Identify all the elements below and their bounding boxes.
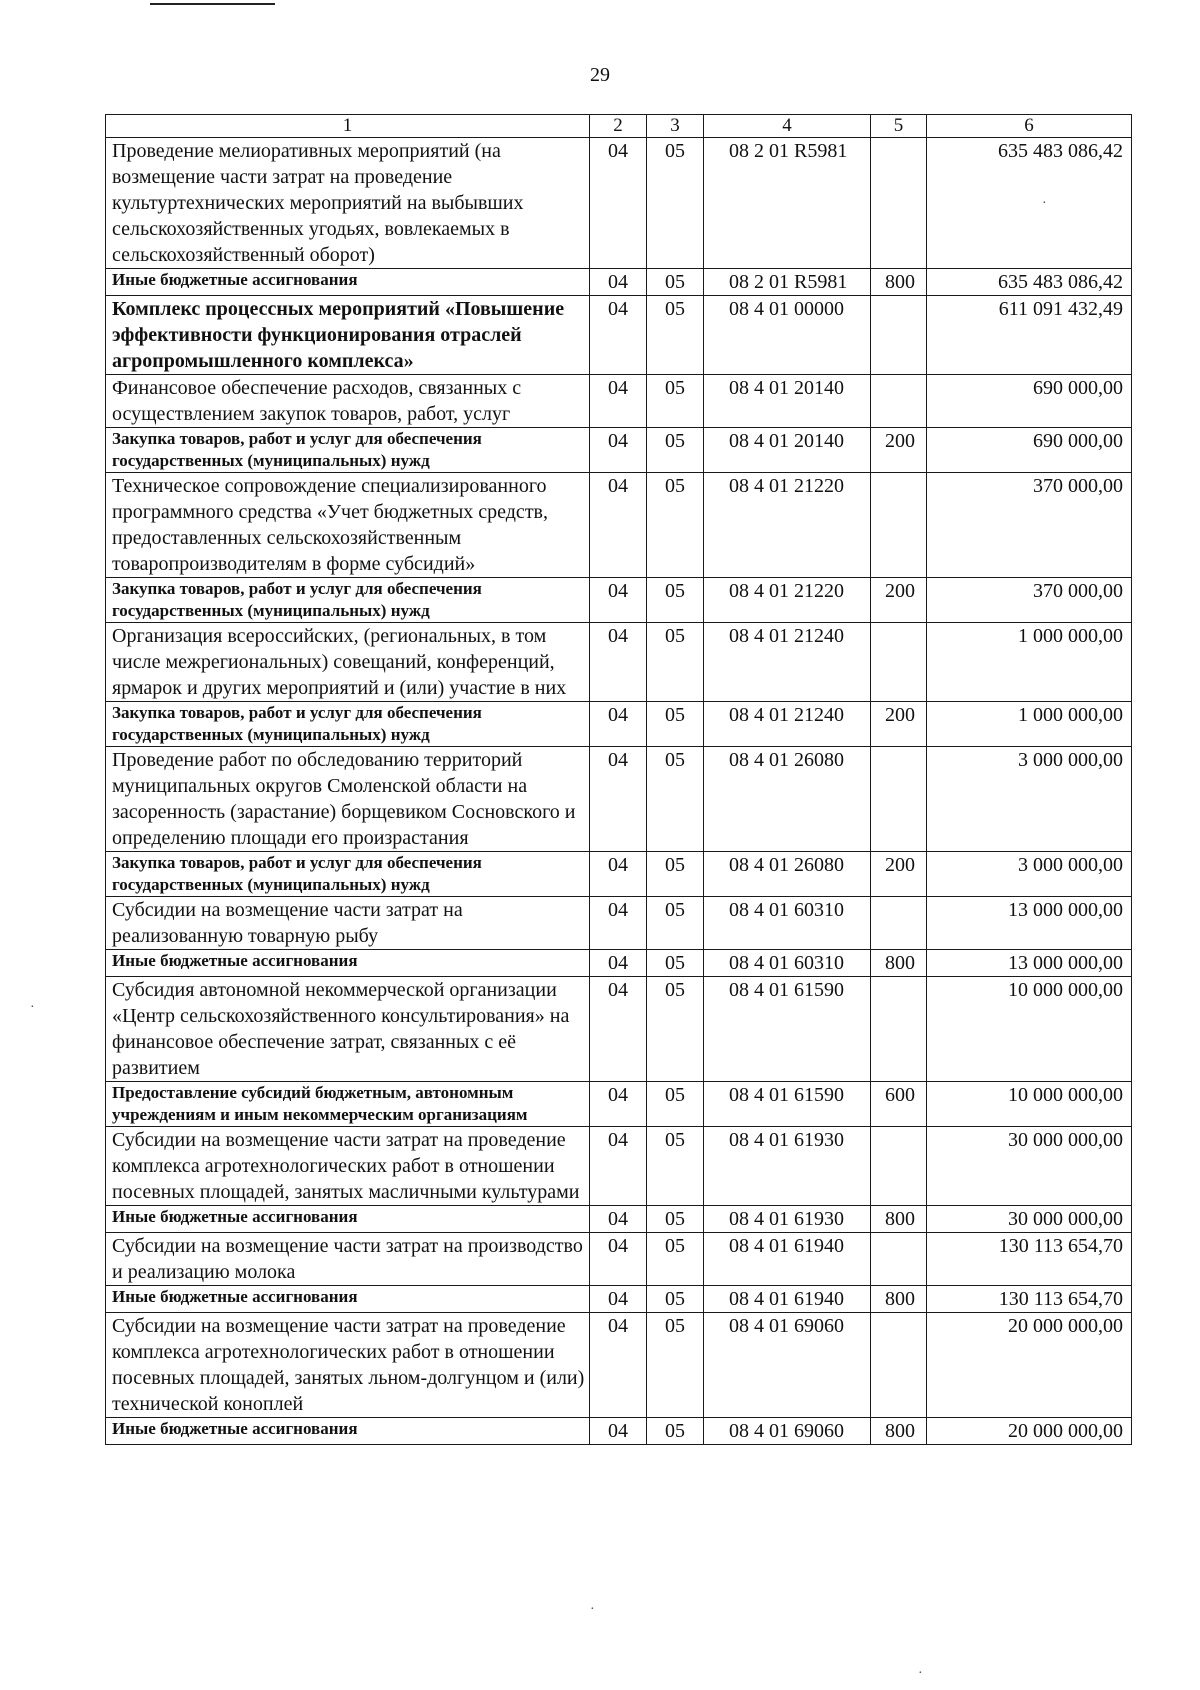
section-code: 04 <box>590 375 647 428</box>
section-code: 04 <box>590 1127 647 1206</box>
target-article-code: 08 4 01 20140 <box>704 428 871 473</box>
section-code: 04 <box>590 1233 647 1286</box>
subsection-code: 05 <box>647 578 704 623</box>
target-article-code: 08 4 01 21240 <box>704 623 871 702</box>
header-cell: 2 <box>590 115 647 138</box>
subsection-code: 05 <box>647 1313 704 1418</box>
table-row <box>106 747 1132 852</box>
expense-type-code: 200 <box>871 852 927 897</box>
amount-value: 611 091 432,49 <box>927 296 1132 375</box>
section-code: 04 <box>590 623 647 702</box>
subsection-code: 05 <box>647 1127 704 1206</box>
amount-value: 10 000 000,00 <box>927 1082 1132 1127</box>
subsection-code: 05 <box>647 269 704 296</box>
target-article-code: 08 2 01 R5981 <box>704 138 871 269</box>
amount-value: 690 000,00 <box>927 428 1132 473</box>
header-row <box>106 115 1132 138</box>
row-description: Комплекс процессных мероприятий «Повышение эффективности функционирования отраслей агропромышленного комплекса» <box>106 296 590 375</box>
expense-type-code <box>871 138 927 269</box>
table-row <box>106 138 1132 269</box>
section-code: 04 <box>590 950 647 977</box>
row-description: Иные бюджетные ассигнования <box>106 1206 590 1233</box>
table-row <box>106 1082 1132 1127</box>
target-article-code: 08 4 01 69060 <box>704 1313 871 1418</box>
subsection-code: 05 <box>647 473 704 578</box>
table-row <box>106 950 1132 977</box>
section-code: 04 <box>590 138 647 269</box>
target-article-code: 08 4 01 69060 <box>704 1418 871 1445</box>
expense-type-code <box>871 977 927 1082</box>
amount-value: 1 000 000,00 <box>927 702 1132 747</box>
table-row <box>106 1206 1132 1233</box>
table-row <box>106 269 1132 296</box>
row-description: Техническое сопровождение специализированного программного средства «Учет бюджетных средств, предоставленных сельскохозяйственным товаропроизводителям в форме субсидий» <box>106 473 590 578</box>
amount-value: 13 000 000,00 <box>927 897 1132 950</box>
subsection-code: 05 <box>647 1233 704 1286</box>
section-code: 04 <box>590 702 647 747</box>
target-article-code: 08 2 01 R5981 <box>704 269 871 296</box>
expense-type-code: 200 <box>871 702 927 747</box>
expense-type-code: 200 <box>871 578 927 623</box>
amount-value: 3 000 000,00 <box>927 852 1132 897</box>
expense-type-code: 600 <box>871 1082 927 1127</box>
expense-type-code: 800 <box>871 950 927 977</box>
table-row <box>106 1418 1132 1445</box>
amount-value: 370 000,00 <box>927 473 1132 578</box>
target-article-code: 08 4 01 61940 <box>704 1233 871 1286</box>
amount-value: 20 000 000,00 <box>927 1418 1132 1445</box>
target-article-code: 08 4 01 00000 <box>704 296 871 375</box>
amount-value: 1 000 000,00 <box>927 623 1132 702</box>
target-article-code: 08 4 01 61590 <box>704 977 871 1082</box>
subsection-code: 05 <box>647 1286 704 1313</box>
target-article-code: 08 4 01 21240 <box>704 702 871 747</box>
expense-type-code: 800 <box>871 1206 927 1233</box>
section-code: 04 <box>590 428 647 473</box>
section-code: 04 <box>590 296 647 375</box>
header-cell: 6 <box>927 115 1132 138</box>
expense-type-code <box>871 1233 927 1286</box>
expense-type-code <box>871 473 927 578</box>
subsection-code: 05 <box>647 375 704 428</box>
expense-type-code <box>871 375 927 428</box>
row-description: Иные бюджетные ассигнования <box>106 1286 590 1313</box>
section-code: 04 <box>590 747 647 852</box>
target-article-code: 08 4 01 61930 <box>704 1127 871 1206</box>
expense-type-code <box>871 1313 927 1418</box>
subsection-code: 05 <box>647 747 704 852</box>
row-description: Субсидии на возмещение части затрат на реализованную товарную рыбу <box>106 897 590 950</box>
table-row <box>106 702 1132 747</box>
amount-value: 30 000 000,00 <box>927 1206 1132 1233</box>
section-code: 04 <box>590 852 647 897</box>
row-description: Предоставление субсидий бюджетным, автономным учреждениям и иным некоммерческим организациям <box>106 1082 590 1127</box>
target-article-code: 08 4 01 20140 <box>704 375 871 428</box>
section-code: 04 <box>590 977 647 1082</box>
section-code: 04 <box>590 1286 647 1313</box>
row-description: Финансовое обеспечение расходов, связанных с осуществлением закупок товаров, работ, услуг <box>106 375 590 428</box>
section-code: 04 <box>590 473 647 578</box>
expense-type-code: 800 <box>871 269 927 296</box>
row-description: Субсидии на возмещение части затрат на производство и реализацию молока <box>106 1233 590 1286</box>
scan-mark: · <box>30 1000 35 1015</box>
section-code: 04 <box>590 1082 647 1127</box>
amount-value: 130 113 654,70 <box>927 1286 1132 1313</box>
subsection-code: 05 <box>647 1082 704 1127</box>
row-description: Закупка товаров, работ и услуг для обеспечения государственных (муниципальных) нужд <box>106 578 590 623</box>
expense-type-code <box>871 897 927 950</box>
amount-value: 635 483 086,42 <box>927 269 1132 296</box>
row-description: Закупка товаров, работ и услуг для обеспечения государственных (муниципальных) нужд <box>106 852 590 897</box>
amount-value: 10 000 000,00 <box>927 977 1132 1082</box>
target-article-code: 08 4 01 60310 <box>704 950 871 977</box>
table-row <box>106 852 1132 897</box>
row-description: Проведение мелиоративных мероприятий (на возмещение части затрат на проведение культуртехнических мероприятий на выбывших сельскохозяйственных угодьях, вовлекаемых в сельскохозяйственный оборот) <box>106 138 590 269</box>
row-description: Субсидия автономной некоммерческой организации «Центр сельскохозяйственного консультирования» на финансовое обеспечение затрат, связанных с её развитием <box>106 977 590 1082</box>
amount-value: 13 000 000,00 <box>927 950 1132 977</box>
subsection-code: 05 <box>647 852 704 897</box>
table-row <box>106 1127 1132 1206</box>
subsection-code: 05 <box>647 428 704 473</box>
row-description: Закупка товаров, работ и услуг для обеспечения государственных (муниципальных) нужд <box>106 428 590 473</box>
subsection-code: 05 <box>647 977 704 1082</box>
expense-type-code: 800 <box>871 1418 927 1445</box>
table-row <box>106 428 1132 473</box>
target-article-code: 08 4 01 26080 <box>704 747 871 852</box>
amount-value: 30 000 000,00 <box>927 1127 1132 1206</box>
header-cell: 4 <box>704 115 871 138</box>
section-code: 04 <box>590 269 647 296</box>
amount-value: 635 483 086,42 <box>927 138 1132 269</box>
header-cell: 3 <box>647 115 704 138</box>
section-code: 04 <box>590 1206 647 1233</box>
amount-value: 690 000,00 <box>927 375 1132 428</box>
table-row <box>106 897 1132 950</box>
scan-mark: · <box>918 1666 923 1681</box>
row-description: Закупка товаров, работ и услуг для обеспечения государственных (муниципальных) нужд <box>106 702 590 747</box>
amount-value: 130 113 654,70 <box>927 1233 1132 1286</box>
expense-type-code <box>871 296 927 375</box>
row-description: Организация всероссийских, (региональных, в том числе межрегиональных) совещаний, конференций, ярмарок и других мероприятий и (или) участие в них <box>106 623 590 702</box>
table-row <box>106 473 1132 578</box>
table-row <box>106 375 1132 428</box>
expense-type-code: 200 <box>871 428 927 473</box>
header-cell: 5 <box>871 115 927 138</box>
row-description: Субсидии на возмещение части затрат на проведение комплекса агротехнологических работ в отношении посевных площадей, занятых масличными культурами <box>106 1127 590 1206</box>
expense-type-code: 800 <box>871 1286 927 1313</box>
table-body <box>106 115 1132 1445</box>
page-number: 29 <box>590 64 610 86</box>
scan-mark: · <box>1042 196 1047 211</box>
section-code: 04 <box>590 1418 647 1445</box>
row-description: Иные бюджетные ассигнования <box>106 269 590 296</box>
subsection-code: 05 <box>647 897 704 950</box>
subsection-code: 05 <box>647 1418 704 1445</box>
subsection-code: 05 <box>647 138 704 269</box>
budget-table <box>105 114 1132 1445</box>
table-row <box>106 623 1132 702</box>
section-code: 04 <box>590 897 647 950</box>
target-article-code: 08 4 01 21220 <box>704 578 871 623</box>
subsection-code: 05 <box>647 623 704 702</box>
amount-value: 370 000,00 <box>927 578 1132 623</box>
row-description: Субсидии на возмещение части затрат на проведение комплекса агротехнологических работ в отношении посевных площадей, занятых льном-долгунцом и (или) технической коноплей <box>106 1313 590 1418</box>
amount-value: 20 000 000,00 <box>927 1313 1132 1418</box>
target-article-code: 08 4 01 60310 <box>704 897 871 950</box>
target-article-code: 08 4 01 61930 <box>704 1206 871 1233</box>
row-description: Проведение работ по обследованию территорий муниципальных округов Смоленской области на засоренность (зарастание) борщевиком Сосновского и определению площади его произрастания <box>106 747 590 852</box>
target-article-code: 08 4 01 21220 <box>704 473 871 578</box>
subsection-code: 05 <box>647 950 704 977</box>
section-code: 04 <box>590 1313 647 1418</box>
subsection-code: 05 <box>647 296 704 375</box>
table-row <box>106 578 1132 623</box>
expense-type-code <box>871 623 927 702</box>
target-article-code: 08 4 01 61590 <box>704 1082 871 1127</box>
subsection-code: 05 <box>647 702 704 747</box>
header-cell: 1 <box>106 115 590 138</box>
target-article-code: 08 4 01 61940 <box>704 1286 871 1313</box>
row-description: Иные бюджетные ассигнования <box>106 1418 590 1445</box>
section-code: 04 <box>590 578 647 623</box>
scan-top-rule <box>150 3 275 5</box>
table-row <box>106 1313 1132 1418</box>
row-description: Иные бюджетные ассигнования <box>106 950 590 977</box>
expense-type-code <box>871 1127 927 1206</box>
table-row <box>106 1286 1132 1313</box>
amount-value: 3 000 000,00 <box>927 747 1132 852</box>
table-row <box>106 977 1132 1082</box>
target-article-code: 08 4 01 26080 <box>704 852 871 897</box>
table-row <box>106 296 1132 375</box>
subsection-code: 05 <box>647 1206 704 1233</box>
expense-type-code <box>871 747 927 852</box>
scan-mark: · <box>590 1602 595 1617</box>
table-row <box>106 1233 1132 1286</box>
